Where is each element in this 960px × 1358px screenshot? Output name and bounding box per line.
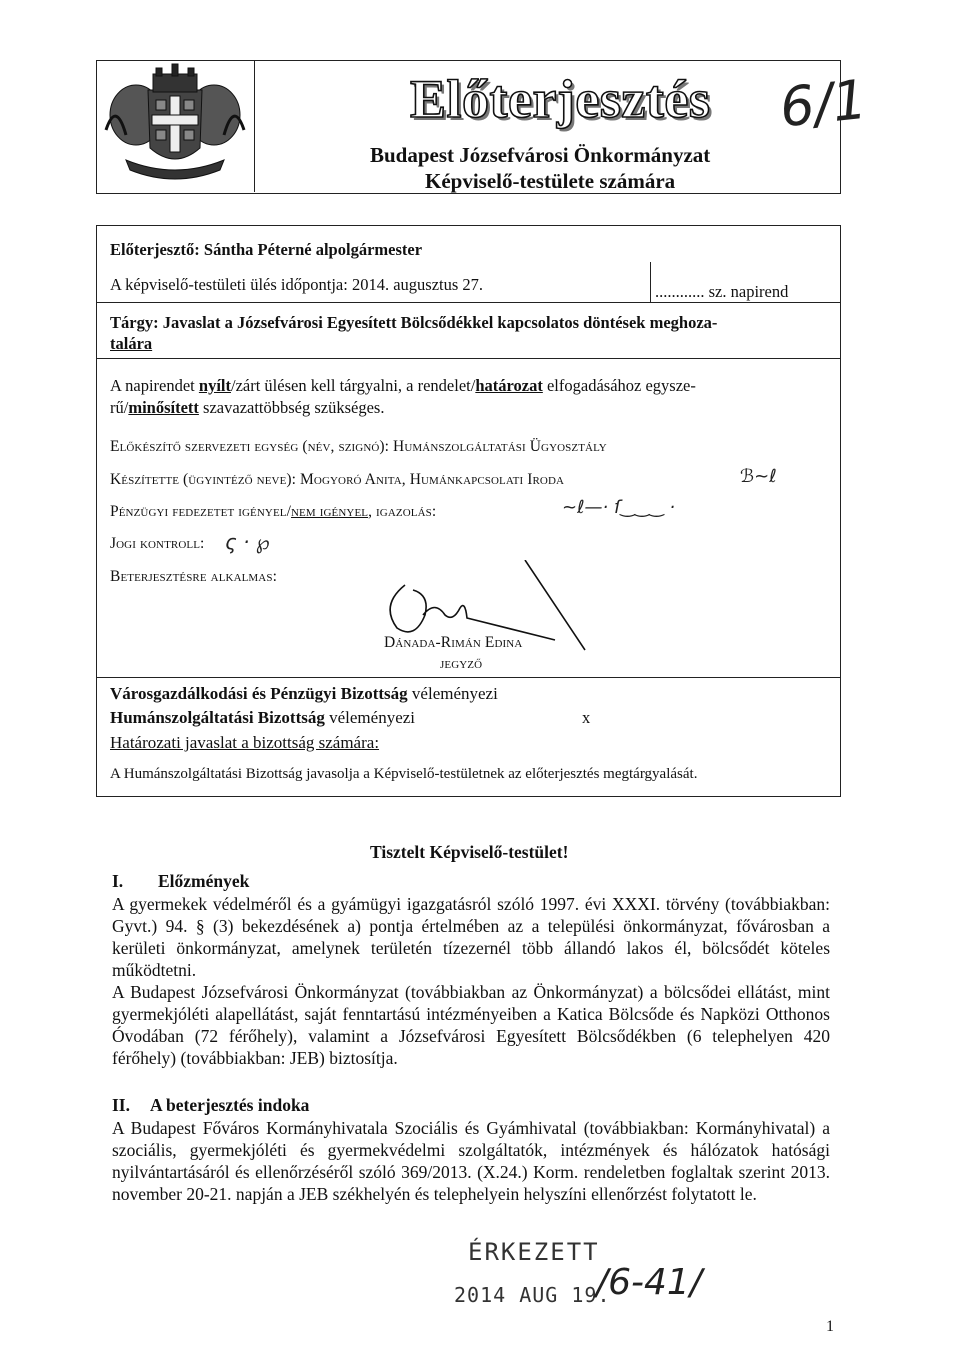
section-2-title: A beterjesztés indoka xyxy=(150,1095,310,1115)
agenda-item: ............ sz. napirend xyxy=(655,282,789,301)
proposal-heading: Határozati javaslat a bizottság számára: xyxy=(110,733,380,752)
received-date: 2014 AUG 19. xyxy=(454,1283,611,1307)
prepared-by: Készítette (ügyintéző neve): Mogyoró Anita, Humánkapcsolati Iroda xyxy=(110,471,565,488)
proposal-text: A Humánszolgáltatási Bizottság javasolja a Képviselő-testületnek az előterjesztés megtárgyalását. xyxy=(110,766,698,782)
procedure-line-2: rű/minősített szavazattöbbség szükséges. xyxy=(110,398,385,417)
financial-coverage: Pénzügyi fedezetet igényel/nem igényel, igazolás: xyxy=(110,503,437,520)
section-1-title: Előzmények xyxy=(158,871,250,891)
notary-name: Dánada-Rimán Edina xyxy=(384,634,523,651)
section-1-paragraph-1: A gyermekek védelméről és a gyámügyi igazgatásról szóló 1997. évi XXXI. törvény (továbbiakban: Gyvt.) 94. § (3) bekezdésének a) pontja értelmében az a települési önkormányzat, fővárosban a kerületi önkormányzat, amelynek területén tízezernél több állandó lakos él, bölcsődét köteles működtetni. xyxy=(112,894,830,980)
divider xyxy=(650,262,651,302)
presenter: Előterjesztő: Sántha Péterné alpolgármester xyxy=(110,240,423,259)
page-number: 1 xyxy=(826,1318,834,1335)
procedure-line-1: A napirendet nyílt/zárt ülésen kell tárgyalni, a rendelet/határozat elfogadásához egysze- xyxy=(110,376,696,395)
subject-line-1: Tárgy: Javaslat a Józsefvárosi Egyesített Bölcsődékkel kapcsolatos döntések meghoza- xyxy=(110,313,718,332)
committee-2: Humánszolgáltatási Bizottság véleményezi xyxy=(110,708,416,727)
handwritten-page-mark: 6/1 xyxy=(776,67,870,140)
handwritten-file-number: /6-41/ xyxy=(596,1262,702,1303)
section-2-number: II. xyxy=(112,1095,130,1115)
meeting-date: A képviselő-testületi ülés időpontja: 2014. augusztus 27. xyxy=(110,275,484,294)
section-1-paragraph-2: A Budapest Józsefvárosi Önkormányzat (továbbiakban az Önkormányzat) a bölcsődei ellátást, mint gyermekjóléti alapellátást, saját fenntartású intézményeiben a Katica Bölcsőde és Napközi Otthonos Óvodában (72 férőhely), valamint a Józsefvárosi Egyesített Bölcsődékben (6 telephelyen 420 férőhely) (továbbiakban: JEB) biztosítja. xyxy=(112,982,830,1068)
committee-2-mark: x xyxy=(582,708,591,727)
notary-title: jegyző xyxy=(440,655,483,672)
handwritten-signature-1: ℬ~ℓ xyxy=(740,466,777,487)
submission-approval: Beterjesztésre alkalmas: xyxy=(110,568,277,585)
document-title: Előterjesztés xyxy=(410,69,711,129)
organization-line-1: Budapest Józsefvárosi Önkormányzat xyxy=(370,143,711,167)
subject-line-2: talára xyxy=(110,334,153,353)
legal-control: Jogi kontroll: xyxy=(110,535,205,552)
handwritten-initials: ~ℓ—· ſ‿‿‿ · xyxy=(562,497,676,518)
handwritten-legal-signature: ς · ℘ xyxy=(225,530,270,554)
coat-of-arms-cell xyxy=(96,60,255,192)
divider xyxy=(96,358,841,359)
coat-of-arms-icon xyxy=(96,60,254,192)
divider xyxy=(96,302,841,303)
committee-1: Városgazdálkodási és Pénzügyi Bizottság véleményezi xyxy=(110,684,498,703)
received-stamp: ÉRKEZETT xyxy=(468,1238,600,1266)
preparing-unit: Előkészítő szervezeti egység (név, szignó): Humánszolgáltatási Ügyosztály xyxy=(110,438,607,455)
section-1-number: I. xyxy=(112,871,124,891)
section-2-paragraph-1: A Budapest Főváros Kormányhivatala Szociális és Gyámhivatal (továbbiakban: Kormányhivatal) a szociális, gyermekjóléti és gyermekvédelmi szolgáltatók, intézmények és hálózatok hatósági nyilvántartásáról és ellenőrzéséről szóló 369/2013. (X.24.) Korm. rendeletben foglaltak szerint 2013. november 20-21. napján a JEB székhelyén és telephelyein helyszíni ellenőrzést folytatott le. xyxy=(112,1118,830,1204)
organization-line-2: Képviselő-testülete számára xyxy=(425,169,676,193)
salutation: Tisztelt Képviselő-testület! xyxy=(370,842,569,862)
divider xyxy=(96,677,841,678)
